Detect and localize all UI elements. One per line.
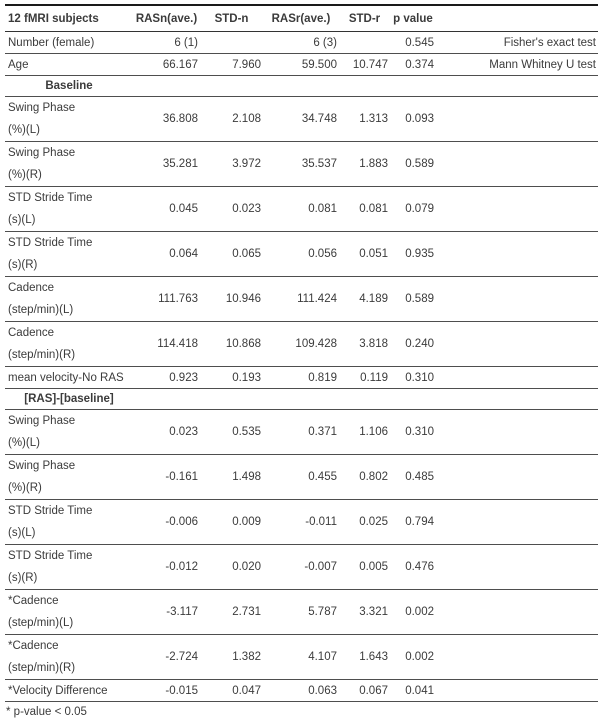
cell-std-n: 0.047 [232,684,261,697]
cell-std-n: 7.960 [232,58,261,71]
cell-rasn-ave: -3.117 [166,606,198,618]
cell-rasr-ave: 0.056 [308,248,337,260]
section-row [5,76,598,97]
cell-std-r: 0.051 [359,248,388,260]
cell-std-r: 1.313 [359,113,388,125]
row-label [5,322,133,366]
cell-rasn-ave: -0.015 [165,684,198,697]
row-label [5,277,133,321]
row-label-line2: (s)(L) [8,527,36,539]
cell-p-value: 0.002 [405,651,434,663]
cell-rasn-ave: -2.724 [165,651,198,663]
row-label [5,545,133,589]
cell-std-r: 1.643 [359,651,388,663]
cell-p-value: 0.002 [405,606,434,618]
row-label-line2: (%)(R) [8,482,42,494]
cell-rasn-ave: 114.418 [157,338,198,350]
cell-p-value: 0.589 [405,293,434,305]
cell-rasr-ave: -0.011 [305,516,337,528]
row-test-name: Mann Whitney U test [489,58,596,71]
table-row [5,410,598,455]
cell-rasn-ave: -0.006 [165,516,198,528]
cell-std-n: 10.868 [225,338,261,350]
table-row [5,590,598,635]
cell-rasr-ave: 109.428 [295,338,337,350]
section-row [5,389,598,410]
column-header-subjects: 12 fMRI subjects [8,12,99,25]
cell-rasr-ave: 5.787 [308,606,337,618]
cell-rasr-ave: 59.500 [301,58,337,71]
row-label-line1: Swing Phase [8,147,76,159]
cell-std-r: 0.005 [359,561,388,573]
cell-std-n: 0.009 [232,516,261,528]
row-label: *Velocity Difference [8,684,108,697]
cell-p-value: 0.545 [405,36,434,49]
row-label-line1: STD Stride Time [8,505,93,517]
column-header-std-r: STD-r [348,12,381,25]
cell-rasn-ave: 0.045 [169,203,198,215]
row-label [5,500,133,544]
row-label-line1: STD Stride Time [8,237,93,249]
table-row [5,367,598,389]
cell-rasr-ave: 0.819 [308,371,337,384]
row-label-line2: (step/min)(L) [8,304,74,316]
cell-rasr-ave: 0.063 [308,684,337,697]
cell-std-n: 0.193 [232,371,261,384]
cell-p-value: 0.476 [405,561,434,573]
cell-p-value: 0.794 [405,516,434,528]
table-footnote: * p-value < 0.05 [6,706,87,718]
cell-rasn-ave: 0.923 [169,371,198,384]
gait-statistics-table [5,4,598,702]
cell-std-n: 0.023 [232,203,261,215]
cell-std-r: 3.818 [359,338,388,350]
row-label [5,455,133,499]
cell-std-n: 3.972 [232,158,261,170]
cell-p-value: 0.935 [405,248,434,260]
row-label-line2: (s)(R) [8,259,38,271]
cell-rasn-ave: 66.167 [162,58,198,71]
row-label: Number (female) [8,36,95,49]
row-label [5,590,133,634]
cell-std-r: 4.189 [359,293,388,305]
row-label-line2: (step/min)(R) [8,349,76,361]
cell-p-value: 0.589 [405,158,434,170]
cell-std-n: 0.065 [232,248,261,260]
cell-std-n: 0.535 [232,426,261,438]
cell-p-value: 0.093 [405,113,434,125]
cell-p-value: 0.041 [405,684,434,697]
cell-std-r: 1.883 [359,158,388,170]
row-label-line1: STD Stride Time [8,550,93,562]
section-label: Baseline [45,80,93,92]
column-header-rasr-ave: RASr(ave.) [271,12,331,25]
cell-p-value: 0.240 [405,338,434,350]
cell-std-n: 0.020 [232,561,261,573]
cell-std-r: 0.119 [360,371,388,384]
cell-rasn-ave: 0.023 [169,426,198,438]
cell-rasr-ave: 34.748 [301,113,337,125]
row-label [5,97,133,141]
row-label-line1: Swing Phase [8,102,76,114]
cell-rasn-ave: 36.808 [162,113,198,125]
row-label: Age [8,58,29,71]
table-row [5,54,598,76]
cell-rasr-ave: 0.081 [308,203,337,215]
cell-rasr-ave: -0.007 [304,561,337,573]
row-label-line2: (step/min)(L) [8,617,74,629]
row-label-line1: *Cadence [8,595,59,607]
cell-std-r: 0.067 [359,684,388,697]
cell-std-r: 10.747 [352,58,388,71]
table-row [5,322,598,367]
section-label: [RAS]-[baseline] [24,393,114,405]
table-row [5,500,598,545]
table-row [5,32,598,54]
row-label-line2: (%)(R) [8,169,42,181]
row-label-line2: (%)(L) [8,124,40,136]
table-row [5,232,598,277]
table-row [5,97,598,142]
cell-std-n: 2.108 [232,113,261,125]
cell-std-n: 1.498 [232,471,261,483]
cell-std-r: 1.106 [359,426,388,438]
cell-rasn-ave: 0.064 [169,248,198,260]
row-label-line1: Cadence [8,327,55,339]
cell-std-n: 1.382 [232,651,261,663]
cell-std-r: 0.025 [359,516,388,528]
table-row [5,545,598,590]
row-label-line2: (s)(L) [8,214,36,226]
row-test-name: Fisher's exact test [503,36,596,49]
row-label-line2: (step/min)(R) [8,662,76,674]
cell-std-r: 3.321 [359,606,388,618]
row-label [5,635,133,679]
cell-std-r: 0.802 [359,471,388,483]
table-row [5,187,598,232]
table-header-row [5,6,598,32]
cell-rasn-ave: -0.012 [165,561,198,573]
cell-std-n: 10.946 [225,293,261,305]
cell-rasr-ave: 6 (3) [313,36,337,49]
cell-rasr-ave: 0.371 [308,426,337,438]
column-header-rasn-ave: RASn(ave.) [135,12,198,25]
cell-rasn-ave: 35.281 [162,158,198,170]
row-label-line1: Cadence [8,282,55,294]
row-label [5,232,133,276]
cell-p-value: 0.310 [405,426,434,438]
table-row [5,635,598,680]
cell-p-value: 0.079 [405,203,434,215]
row-label: mean velocity-No RAS [8,371,124,384]
table-row [5,277,598,322]
table-row [5,680,598,702]
cell-std-r: 0.081 [359,203,388,215]
cell-rasn-ave: 6 (1) [174,36,198,49]
cell-p-value: 0.485 [405,471,434,483]
cell-rasr-ave: 35.537 [301,158,337,170]
cell-rasr-ave: 0.455 [308,471,337,483]
row-label [5,142,133,186]
cell-rasr-ave: 111.424 [297,293,337,305]
cell-rasn-ave: -0.161 [165,471,198,483]
row-label-line1: STD Stride Time [8,192,93,204]
column-header-p-value: p value [393,12,433,25]
row-label-line1: Swing Phase [8,415,76,427]
row-label [5,187,133,231]
row-label-line2: (%)(L) [8,437,40,449]
cell-p-value: 0.310 [405,371,434,384]
row-label-line2: (s)(R) [8,572,38,584]
cell-p-value: 0.374 [405,58,434,71]
column-header-std-n: STD-n [214,12,249,25]
cell-rasn-ave: 111.763 [158,293,198,305]
row-label-line1: *Cadence [8,640,59,652]
row-label [5,410,133,454]
table-row [5,455,598,500]
row-label-line1: Swing Phase [8,460,76,472]
cell-rasr-ave: 4.107 [308,651,337,663]
cell-std-n: 2.731 [232,606,261,618]
table-row [5,142,598,187]
table-body [5,32,598,702]
